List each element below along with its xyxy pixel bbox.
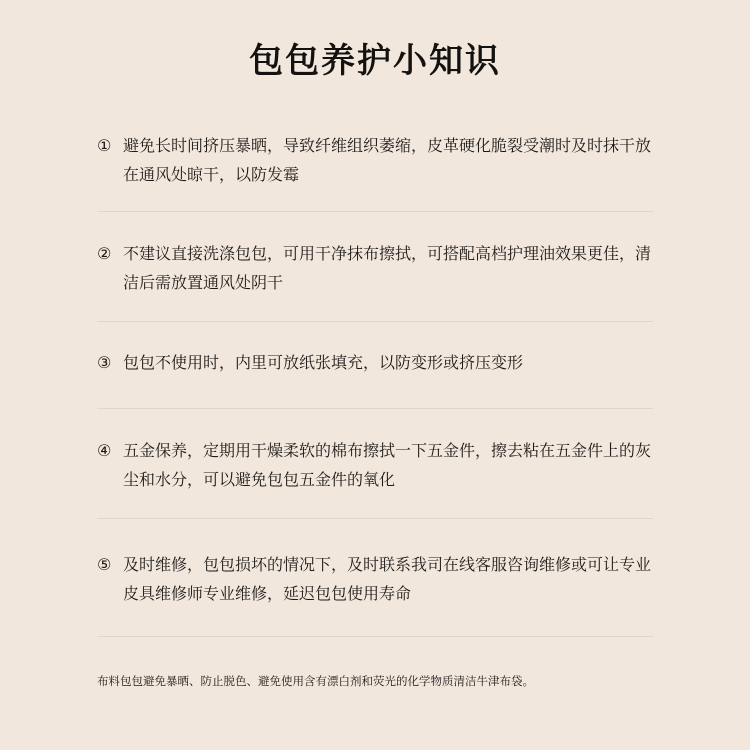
tip-number-4: ④ [97, 441, 112, 460]
divider-3 [97, 408, 653, 409]
tip-number-5: ⑤ [97, 555, 112, 574]
footnote: 布料包包避免暴晒、防止脱色、避免使用含有漂白剂和荧光的化学物质清洁牛津布袋。 [97, 674, 534, 688]
tip-number-1: ① [97, 136, 112, 155]
tip-text-4: 五金保养，定期用干燥柔软的棉布擦拭一下五金件，擦去粘在五金件上的灰尘和水分，可以避免包包五金件的氧化 [123, 441, 652, 489]
tip-item-2 [97, 239, 657, 297]
page-title: 包包养护小知识 [249, 41, 501, 81]
tip-item-3 [97, 348, 657, 377]
tip-item-1 [97, 131, 657, 189]
tip-number-2: ② [97, 244, 112, 263]
tip-text-5: 及时维修，包包损坏的情况下，及时联系我司在线客服咨询维修或可让专业皮具维修师专业维修，延迟包包使用寿命 [123, 555, 652, 603]
tip-text-3: 包包不使用时，内里可放纸张填充，以防变形或挤压变形 [123, 353, 524, 372]
divider-4 [97, 518, 653, 519]
tip-item-5 [97, 550, 657, 608]
divider-1 [97, 211, 653, 212]
divider-5 [97, 636, 653, 637]
tip-text-2: 不建议直接洗涤包包，可用干净抹布擦拭，可搭配高档护理油效果更佳，清洁后需放置通风处阴干 [123, 244, 652, 292]
tip-number-3: ③ [97, 353, 112, 372]
divider-2 [97, 321, 653, 322]
tip-item-4 [97, 436, 657, 494]
tip-text-1: 避免长时间挤压暴晒，导致纤维组织萎缩，皮革硬化脆裂受潮时及时抹干放在通风处晾干，以防发霉 [123, 136, 652, 184]
